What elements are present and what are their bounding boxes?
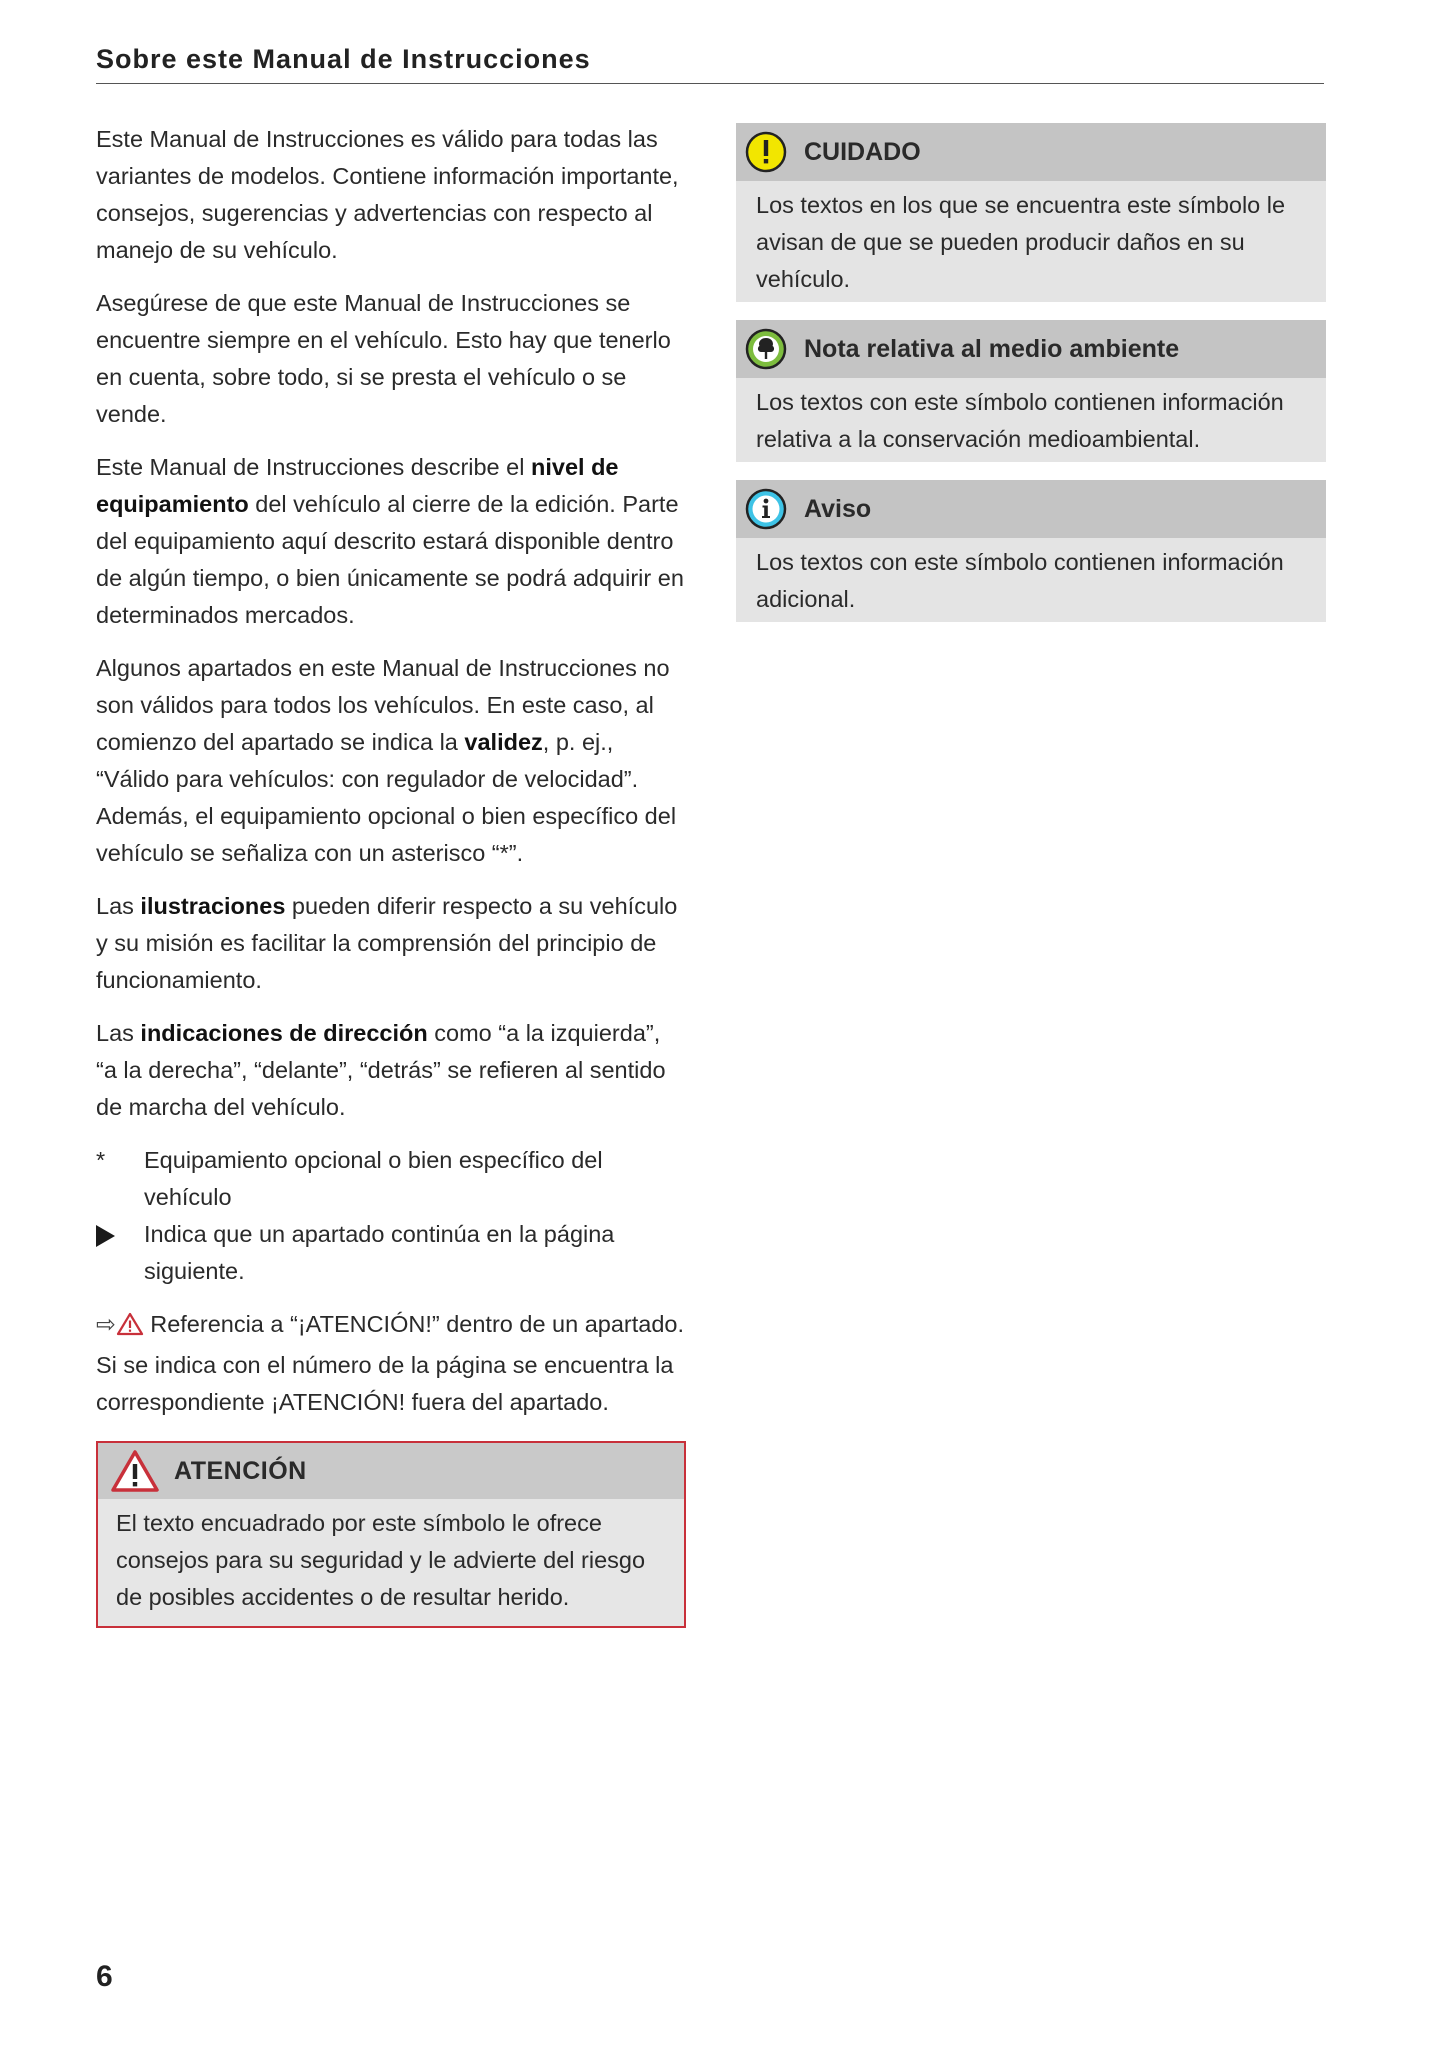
aviso-header — [736, 480, 1326, 538]
text-run: Este Manual de Instrucciones describe el — [96, 454, 531, 480]
bold-term: ilustraciones — [140, 893, 286, 919]
atencion-header — [98, 1443, 684, 1499]
tree-circle-icon — [744, 327, 788, 371]
warning-triangle-icon — [110, 1449, 160, 1493]
reference-text: Referencia a “¡ATENCIÓN!” dentro de un apartado. Si se indica con el número de la página se encuentra la correspondiente ¡ATENCIÓN! fuera del apartado. — [96, 1311, 685, 1415]
warning-reference-paragraph — [96, 1306, 686, 1421]
environment-note-body: Los textos con este símbolo contienen información relativa a la conservación medioambiental. — [756, 389, 1284, 452]
aviso-title: Aviso — [804, 494, 872, 523]
bold-term: nivel de equipamiento — [96, 454, 619, 517]
info-circle-icon — [744, 487, 788, 531]
exclamation-circle-icon — [744, 130, 788, 174]
text-run: Algunos apartados en este Manual de Instrucciones no son válidos para todos los vehículos. En este caso, al comienzo del apartado se indica la — [96, 655, 670, 755]
bold-term: validez — [464, 729, 543, 755]
environment-note-box — [736, 320, 1326, 462]
intro-paragraph-2: Asegúrese de que este Manual de Instrucciones se encuentre siempre en el vehículo. Esto hay que tenerlo en cuenta, sobre todo, si se presta el vehículo o se vende. — [96, 290, 671, 427]
text-run: , p. ej., “Válido para vehículos: con regulador de velocidad”. Además, el equipamiento opcional o bien específico del vehículo se señaliza con un asterisco “*”. — [96, 729, 677, 866]
intro-paragraph-5 — [96, 888, 686, 999]
text-run: del vehículo al cierre de la edición. Parte del equipamiento aquí descrito estará disponible dentro de algún tiempo, o bien únicamente se podrá adquirir en determinados mercados. — [96, 491, 684, 628]
warning-triangle-icon — [116, 1310, 144, 1347]
environment-note-title: Nota relativa al medio ambiente — [804, 334, 1180, 363]
arrow-right-icon: ⇨ — [96, 1311, 116, 1337]
page-number: 6 — [96, 1960, 113, 1993]
bold-term: indicaciones de dirección — [140, 1020, 428, 1046]
page-title: Sobre este Manual de Instrucciones — [96, 44, 591, 74]
page-header — [96, 44, 1324, 84]
text-run: Las — [96, 1020, 141, 1046]
aviso-body: Los textos con este símbolo contienen información adicional. — [756, 549, 1284, 612]
cuidado-header — [736, 123, 1326, 181]
triangle-right-icon — [96, 1216, 144, 1290]
cuidado-box — [736, 123, 1326, 302]
text-run: Las — [96, 893, 141, 919]
atencion-title: ATENCIÓN — [174, 1456, 307, 1485]
text-run: pueden diferir respecto a su vehículo y su misión es facilitar la comprensión del principio de funcionamiento. — [96, 893, 678, 993]
symbol-legend-item — [96, 1216, 686, 1290]
symbol-legend-item — [96, 1142, 686, 1216]
text-run: como “a la izquierda”, “a la derecha”, “delante”, “detrás” se refieren al sentido de marcha del vehículo. — [96, 1020, 666, 1120]
intro-paragraph-1: Este Manual de Instrucciones es válido para todas las variantes de modelos. Contiene información importante, consejos, sugerencias y advertencias con respecto al manejo de su vehículo. — [96, 126, 679, 263]
main-column — [96, 121, 686, 1628]
intro-paragraph-6 — [96, 1015, 686, 1126]
symbol-legend — [96, 1142, 686, 1290]
intro-paragraph-4 — [96, 650, 686, 872]
atencion-box — [96, 1441, 686, 1628]
cuidado-title: CUIDADO — [804, 137, 921, 166]
environment-note-header — [736, 320, 1326, 378]
atencion-body: El texto encuadrado por este símbolo le ofrece consejos para su seguridad y le advierte del riesgo de posibles accidentes o de resultar herido. — [116, 1510, 646, 1610]
aviso-box — [736, 480, 1326, 622]
intro-paragraph-3 — [96, 449, 686, 634]
cuidado-body: Los textos en los que se encuentra este símbolo le avisan de que se pueden producir daños en su vehículo. — [756, 192, 1286, 292]
symbol-description: Equipamiento opcional o bien específico del vehículo — [144, 1147, 603, 1210]
notes-column — [736, 123, 1326, 640]
symbol-description: Indica que un apartado continúa en la página siguiente. — [144, 1221, 615, 1284]
asterisk-mark: * — [96, 1147, 106, 1173]
